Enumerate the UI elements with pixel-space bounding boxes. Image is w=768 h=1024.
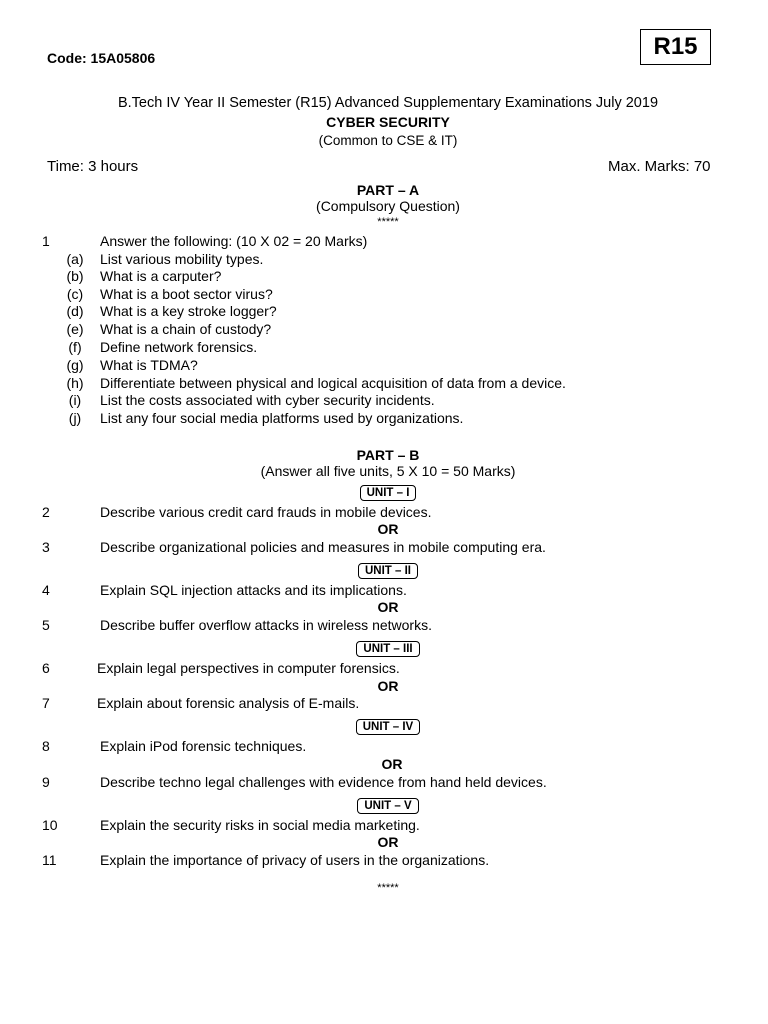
item-label: (a) (66, 251, 84, 267)
or-divider: OR (377, 599, 399, 615)
exam-time: Time: 3 hours (47, 158, 139, 175)
unit-label: UNIT – IV (356, 719, 420, 735)
question-number: 4 (42, 582, 50, 598)
item-label: (h) (66, 375, 84, 391)
item-label: (i) (68, 392, 82, 408)
question-text: Explain the importance of privacy of users in the organizations. (100, 852, 490, 868)
question-number: 3 (42, 539, 50, 555)
question-number: 2 (42, 504, 50, 520)
unit-3-heading (0, 639, 768, 657)
unit-1-heading (0, 483, 768, 501)
question-text: Explain about forensic analysis of E-mails. (97, 695, 360, 711)
or-divider: OR (377, 678, 399, 694)
unit-label: UNIT – II (358, 563, 418, 579)
item-label: (g) (66, 357, 84, 373)
unit-2-heading (0, 561, 768, 579)
or-divider: OR (377, 834, 399, 850)
question-text: Explain SQL injection attacks and its implications. (100, 582, 407, 598)
question-text: Explain iPod forensic techniques. (100, 738, 307, 754)
unit-5-heading (0, 796, 768, 814)
item-text: List the costs associated with cyber security incidents. (100, 392, 435, 408)
item-text: What is a chain of custody? (100, 321, 272, 337)
or-divider: OR (381, 756, 403, 772)
item-text: Differentiate between physical and logical acquisition of data from a device. (100, 375, 566, 391)
max-marks: Max. Marks: 70 (608, 158, 711, 175)
question-number: 1 (42, 233, 50, 249)
item-label: (b) (66, 268, 84, 284)
question-text: Describe organizational policies and measures in mobile computing era. (100, 539, 546, 555)
exam-code: Code: 15A05806 (47, 50, 156, 66)
unit-label: UNIT – I (360, 485, 417, 501)
item-label: (d) (66, 303, 84, 319)
question-number: 5 (42, 617, 50, 633)
part-b-title: PART – B (356, 447, 420, 463)
part-a-instruction: Answer the following: (10 X 02 = 20 Marks) (100, 233, 368, 249)
unit-label: UNIT – III (356, 641, 419, 657)
part-a-stars: ***** (377, 216, 399, 228)
item-text: What is a boot sector virus? (100, 286, 273, 302)
question-text: Describe various credit card frauds in mobile devices. (100, 504, 432, 520)
question-number: 6 (42, 660, 50, 676)
part-b-subtitle: (Answer all five units, 5 X 10 = 50 Marks) (260, 463, 516, 479)
subject-title: CYBER SECURITY (326, 114, 450, 130)
part-a-title: PART – A (356, 182, 420, 198)
item-text: List various mobility types. (100, 251, 264, 267)
exam-title: B.Tech IV Year II Semester (R15) Advanced Supplementary Examinations July 2019 (117, 95, 659, 111)
question-text: Describe techno legal challenges with evidence from hand held devices. (100, 774, 547, 790)
question-text: Describe buffer overflow attacks in wireless networks. (100, 617, 432, 633)
item-text: What is a carputer? (100, 268, 222, 284)
item-text: What is a key stroke logger? (100, 303, 277, 319)
unit-label: UNIT – V (357, 798, 418, 814)
item-text: Define network forensics. (100, 339, 258, 355)
item-label: (f) (68, 339, 82, 355)
question-number: 9 (42, 774, 50, 790)
common-branches: (Common to CSE & IT) (318, 133, 458, 148)
regulation-badge: R15 (640, 29, 711, 65)
part-a-subtitle: (Compulsory Question) (316, 198, 460, 214)
item-text: What is TDMA? (100, 357, 198, 373)
unit-4-heading (0, 717, 768, 735)
question-number: 8 (42, 738, 50, 754)
end-stars: ***** (377, 882, 399, 894)
or-divider: OR (377, 521, 399, 537)
question-number: 7 (42, 695, 50, 711)
question-text: Explain the security risks in social media marketing. (100, 817, 420, 833)
item-label: (j) (68, 410, 82, 426)
item-label: (e) (66, 321, 84, 337)
question-number: 11 (42, 852, 57, 868)
question-number: 10 (42, 817, 58, 833)
item-label: (c) (66, 286, 84, 302)
question-text: Explain legal perspectives in computer forensics. (97, 660, 400, 676)
item-text: List any four social media platforms used by organizations. (100, 410, 464, 426)
